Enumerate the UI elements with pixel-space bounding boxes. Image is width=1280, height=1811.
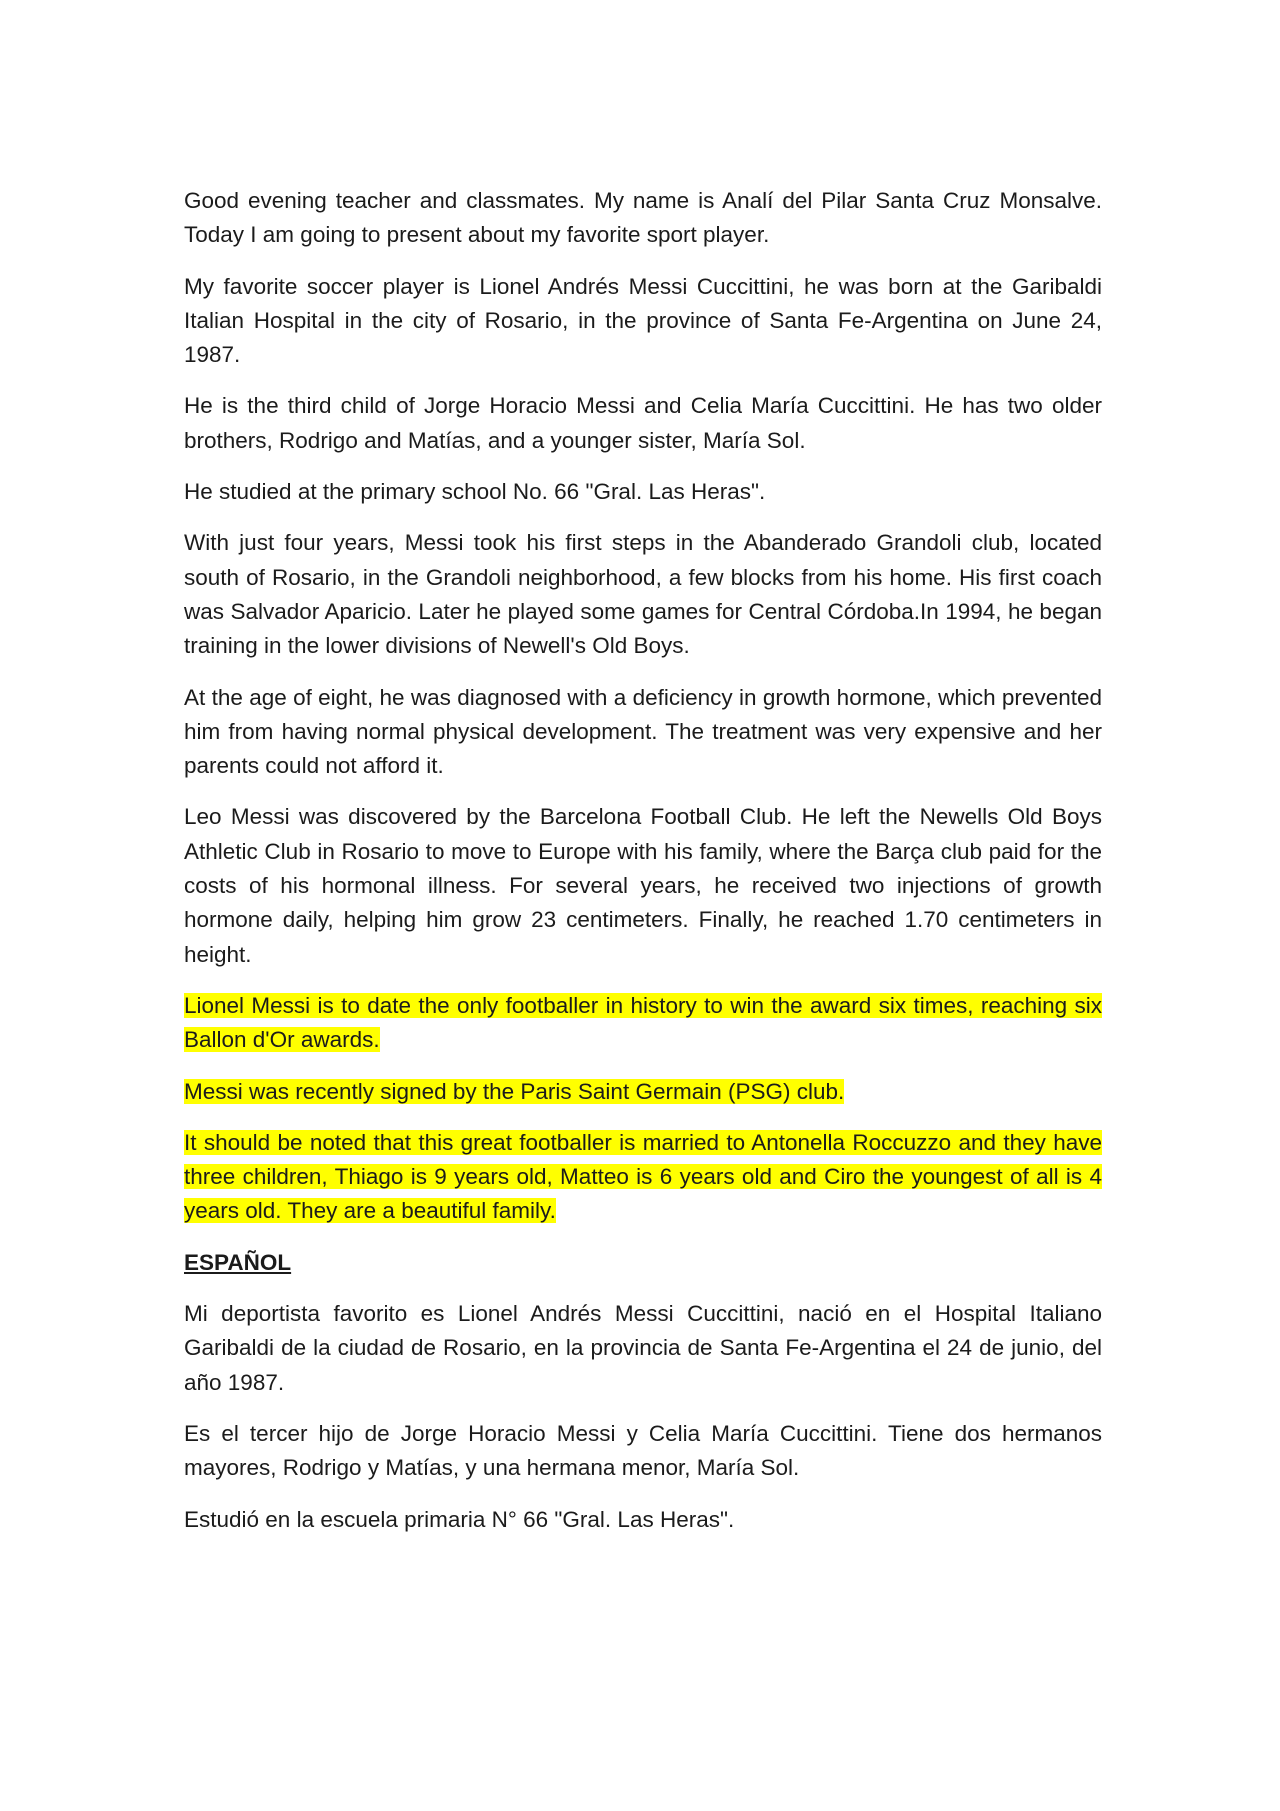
paragraph-es-school: Estudió en la escuela primaria N° 66 "Gral. Las Heras". [184,1506,735,1532]
paragraph-diagnosis: At the age of eight, he was diagnosed with a deficiency in growth hormone, which prevented him from having normal physical development. The treatment was very expensive and her parents could not afford it. [184,684,1102,779]
paragraph-family: He is the third child of Jorge Horacio Messi and Celia María Cuccittini. He has two older brothers, Rodrigo and Matías, and a younger sister, María Sol. [184,393,1102,453]
paragraph-school: He studied at the primary school No. 66 "Gral. Las Heras". [184,479,766,505]
paragraph-es-birth: Mi deportista favorito es Lionel Andrés Messi Cuccittini, nació en el Hospital Italiano Garibaldi de la ciudad de Rosario, en la provincia de Santa Fe-Argentina el 24 de junio, del año 1987. [184,1301,1102,1395]
paragraph-greeting: Good evening teacher and classmates. My name is Analí del Pilar Santa Cruz Monsalve. Today I am going to present about my favorite sport player. [184,188,1102,248]
paragraph-ballon-dor-highlighted: Lionel Messi is to date the only footballer in history to win the award six times, reaching six Ballon d'Or awards. [184,992,1102,1053]
paragraph-early-career: With just four years, Messi took his first steps in the Abanderado Grandoli club, located south of Rosario, in the Grandoli neighborhood, a few blocks from his home. His first coach was Salvador Aparicio. Later he played some games for Central Córdoba.In 1994, he began training in the lower divisions of Newell's Old Boys. [184,530,1102,659]
heading-espanol: ESPAÑOL [184,1249,292,1275]
paragraph-psg-highlighted: Messi was recently signed by the Paris Saint Germain (PSG) club. [184,1078,845,1104]
paragraph-barcelona: Leo Messi was discovered by the Barcelona Football Club. He left the Newells Old Boys Athletic Club in Rosario to move to Europe with his family, where the Barça club paid for the costs of his hormonal illness. For several years, he received two injections of growth hormone daily, helping him grow 23 centimeters. Finally, he reached 1.70 centimeters in height. [184,804,1102,967]
document-body [184,184,1102,1554]
paragraph-personal-life-highlighted: It should be noted that this great footballer is married to Antonella Roccuzzo and they have three children, Thiago is 9 years old, Matteo is 6 years old and Ciro the youngest of all is 4 years old. They are a beautiful family. [184,1129,1102,1224]
paragraph-es-family: Es el tercer hijo de Jorge Horacio Messi y Celia María Cuccittini. Tiene dos hermanos mayores, Rodrigo y Matías, y una hermana menor, María Sol. [184,1420,1102,1481]
paragraph-birth: My favorite soccer player is Lionel Andrés Messi Cuccittini, he was born at the Garibaldi Italian Hospital in the city of Rosario, in the province of Santa Fe-Argentina on June 24, 1987. [184,273,1102,368]
